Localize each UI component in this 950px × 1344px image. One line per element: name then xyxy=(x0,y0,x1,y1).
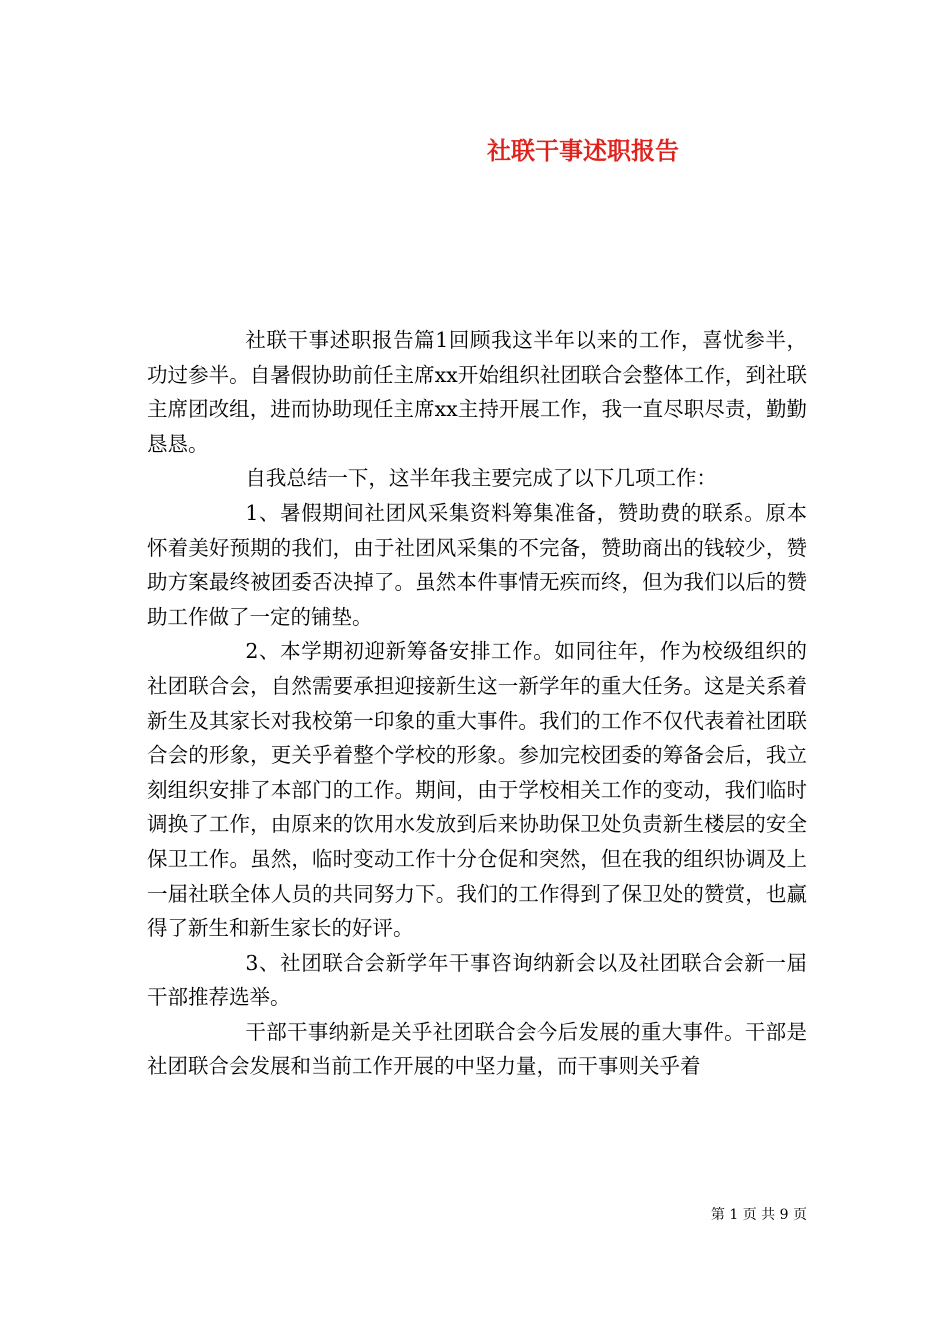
paragraph-intro: 社联干事述职报告篇1回顾我这半年以来的工作，喜忧参半，功过参半。自暑假协助前任主席xx开始组织社团联合会整体工作，到社联主席团改组，进而协助现任主席xx主持开展工作，我一直尽职尽责，勤勤恳恳。 xyxy=(147,328,807,456)
page-title-container xyxy=(487,133,727,169)
paragraph-cadre: 干部干事纳新是关乎社团联合会今后发展的重大事件。干部是社团联合会发展和当前工作开展的中坚力量，而干事则关乎着 xyxy=(147,1019,807,1079)
page-title: 社联干事述职报告 xyxy=(487,136,679,165)
paragraph-item-2: 2、本学期初迎新筹备安排工作。如同往年，作为校级组织的社团联合会，自然需要承担迎接新生这一新学年的重大任务。这是关系着新生及其家长对我校第一印象的重大事件。我们的工作不仅代表着社团联合会的形象，更关乎着整个学校的形象。参加完校团委的筹备会后，我立刻组织安排了本部门的工作。期间，由于学校相关工作的变动，我们临时调换了工作，由原来的饮用水发放到后来协助保卫处负责新生楼层的安全保卫工作。虽然，临时变动工作十分仓促和突然，但在我的组织协调及上一届社联全体人员的共同努力下。我们的工作得到了保卫处的赞赏，也赢得了新生和新生家长的好评。 xyxy=(147,639,807,941)
page-footer: 第 1 页 共 9 页 xyxy=(710,1207,807,1223)
paragraph-item-1: 1、暑假期间社团风采集资料筹集准备，赞助费的联系。原本怀着美好预期的我们，由于社团风采集的不完备，赞助商出的钱较少，赞助方案最终被团委否决掉了。虽然本件事情无疾而终，但为我们以后的赞助工作做了一定的铺垫。 xyxy=(147,500,807,629)
paragraph-summary: 自我总结一下，这半年我主要完成了以下几项工作： xyxy=(245,466,717,491)
document-body xyxy=(147,323,807,1084)
paragraph-item-3: 3、社团联合会新学年干事咨询纳新会以及社团联合会新一届干部推荐选举。 xyxy=(147,950,807,1010)
